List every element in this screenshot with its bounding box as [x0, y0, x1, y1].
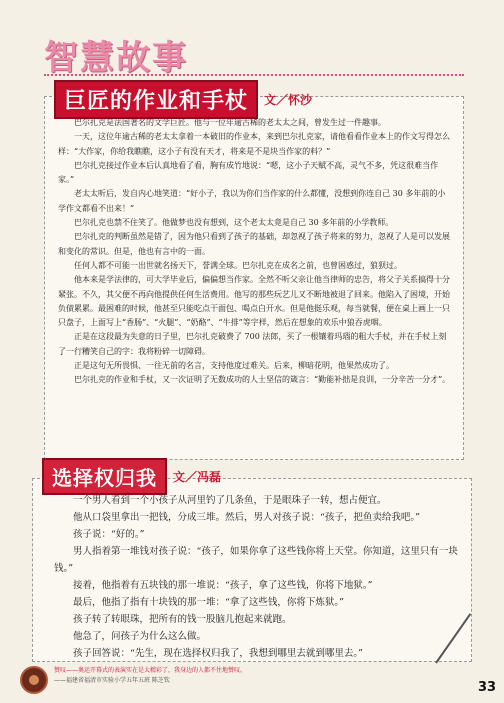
story1-author: 文／怀沙 — [264, 93, 313, 107]
story2-body — [54, 492, 464, 662]
title-divider — [44, 74, 464, 76]
story1-paragraph: 任何人都不可能一出世就名扬天下，誉满全球。巴尔扎克在成名之前，也曾困惑过，狼狈过。 — [74, 260, 402, 270]
footer-note — [20, 666, 350, 694]
story1-paragraph: 正是在这段最为失意的日子里，巴尔扎克破费了 700 法郎，买了一根镶着玛瑙的粗大手杖，并在手杖上刻了一行糟笑自己的字：我将粉碎一切障碍。 — [58, 332, 447, 356]
story2-author: 文／冯磊 — [173, 470, 222, 484]
story1-paragraph: 老太太听后，发自内心地笑道：“好小子，我以为你们当作家的什么都懂，没想到你连自己 30 多年前的小学作文都看不出来！” — [58, 189, 446, 213]
footer-source: ——福建省福清市实验小学五年五班 陈芝钦 — [54, 677, 170, 684]
story1-paragraph: 一天，这位年逾古稀的老太太拿着一本破旧的作业本，来到巴尔扎克家，请他看看作业本上的作文写得怎么样：“大作家，你给我瞧瞧，这小子有没有天才，将来是不是块当作家的料？” — [58, 132, 450, 156]
story2-paragraph: 他从口袋里拿出一把钱，分成三堆。然后，男人对孩子说：“孩子，把鱼卖给我吧。” — [73, 512, 420, 523]
story2-paragraph: 孩子说：“好的。” — [73, 529, 145, 540]
story2-title: 选择权归我 — [42, 458, 167, 495]
story1-paragraph: 巴尔扎克是法国著名的文学巨匠。他与一位年逾古稀的老太太之间，曾发生过一件趣事。 — [74, 118, 386, 127]
story1-heading — [54, 80, 312, 119]
page-number: 33 — [478, 680, 497, 695]
story1-paragraph: 巴尔扎克也禁不住笑了。他做梦也没有想到，这个老太太竟是自己 30 多年前的小学教师。 — [74, 218, 394, 228]
story1-paragraph: 巴尔扎克接过作业本后认真地看了看，胸有成竹地说：“嗯，这小子天赋不高，灵气不多，凭这很难当作家。” — [58, 160, 439, 185]
story2-paragraph: 男人指着第一堆钱对孩子说：“孩子，如果你拿了这些钱你将上天堂。你知道，这里只有一块钱。” — [54, 546, 458, 574]
story2-paragraph: 一个男人看到一个小孩子从河里钓了几条鱼，于是眼珠子一转，想占便宜。 — [73, 495, 387, 506]
story1-paragraph: 巴尔扎克的判断虽然是错了，因为他只看到了孩子的基础，却忽视了孩子将来的努力，忽视了人是可以发展和变化的常识。但是，他也有言中的一面。 — [58, 232, 450, 256]
seal-icon — [20, 666, 48, 694]
story2-paragraph: 最后，他指了指有十块钱的那一堆：“拿了这些钱，你将下炼狱。” — [73, 597, 344, 608]
story2-paragraph: 孩子回答说：“先生，现在选择权归我了，我想到哪里去就到哪里去。” — [73, 648, 363, 659]
story2-paragraph: 接着，他指着有五块钱的那一堆说：“孩子，拿了这些钱，你将下地狱。” — [73, 580, 373, 591]
story2-paragraph: 他急了，问孩子为什么这么做。 — [73, 631, 207, 642]
story2-paragraph: 孩子转了转眼珠，把所有的钱一股脑儿抱起来就跑。 — [73, 614, 292, 625]
story1-paragraph: 他本来是学法律的，可大学毕业后，偏偏想当作家。全然不听父亲让他当律师的忠告，将父子关系搞得十分紧张。不久，其父便不再向他提供任何生活费用。他写的那些玩艺儿又不断地被退了回来。他陷入了困境，开始负债累累。最困难的时候，他甚至只能吃点干面包、喝点白开水。但是他挺乐观，每当就餐，便在桌上画上一只只盘子，上面写上“香肠”、“火腿”、“奶酪”、“牛排”等字样，然后在想象的欢乐中狼吞虎咽。 — [58, 275, 450, 328]
story1-paragraph: 巴尔扎克的作业和手杖，又一次证明了无数成功的人士坚信的箴言：“勤能补拙是良训，一分辛苦一分才”。 — [74, 375, 451, 385]
story1-body — [58, 116, 453, 388]
story1-title: 巨匠的作业和手杖 — [54, 80, 258, 119]
footer-quote: 赞叹——奥运开幕式的表演实在是太精彩了，我身边的人都不住地赞叹。 — [54, 667, 247, 674]
column-title: 智慧故事 — [44, 38, 188, 78]
story1-paragraph: 正是这句无所畏惧、一往无前的名言，支持他度过难关。后来，柳暗花明，他果然成功了。 — [74, 361, 394, 371]
story2-heading — [42, 458, 221, 495]
